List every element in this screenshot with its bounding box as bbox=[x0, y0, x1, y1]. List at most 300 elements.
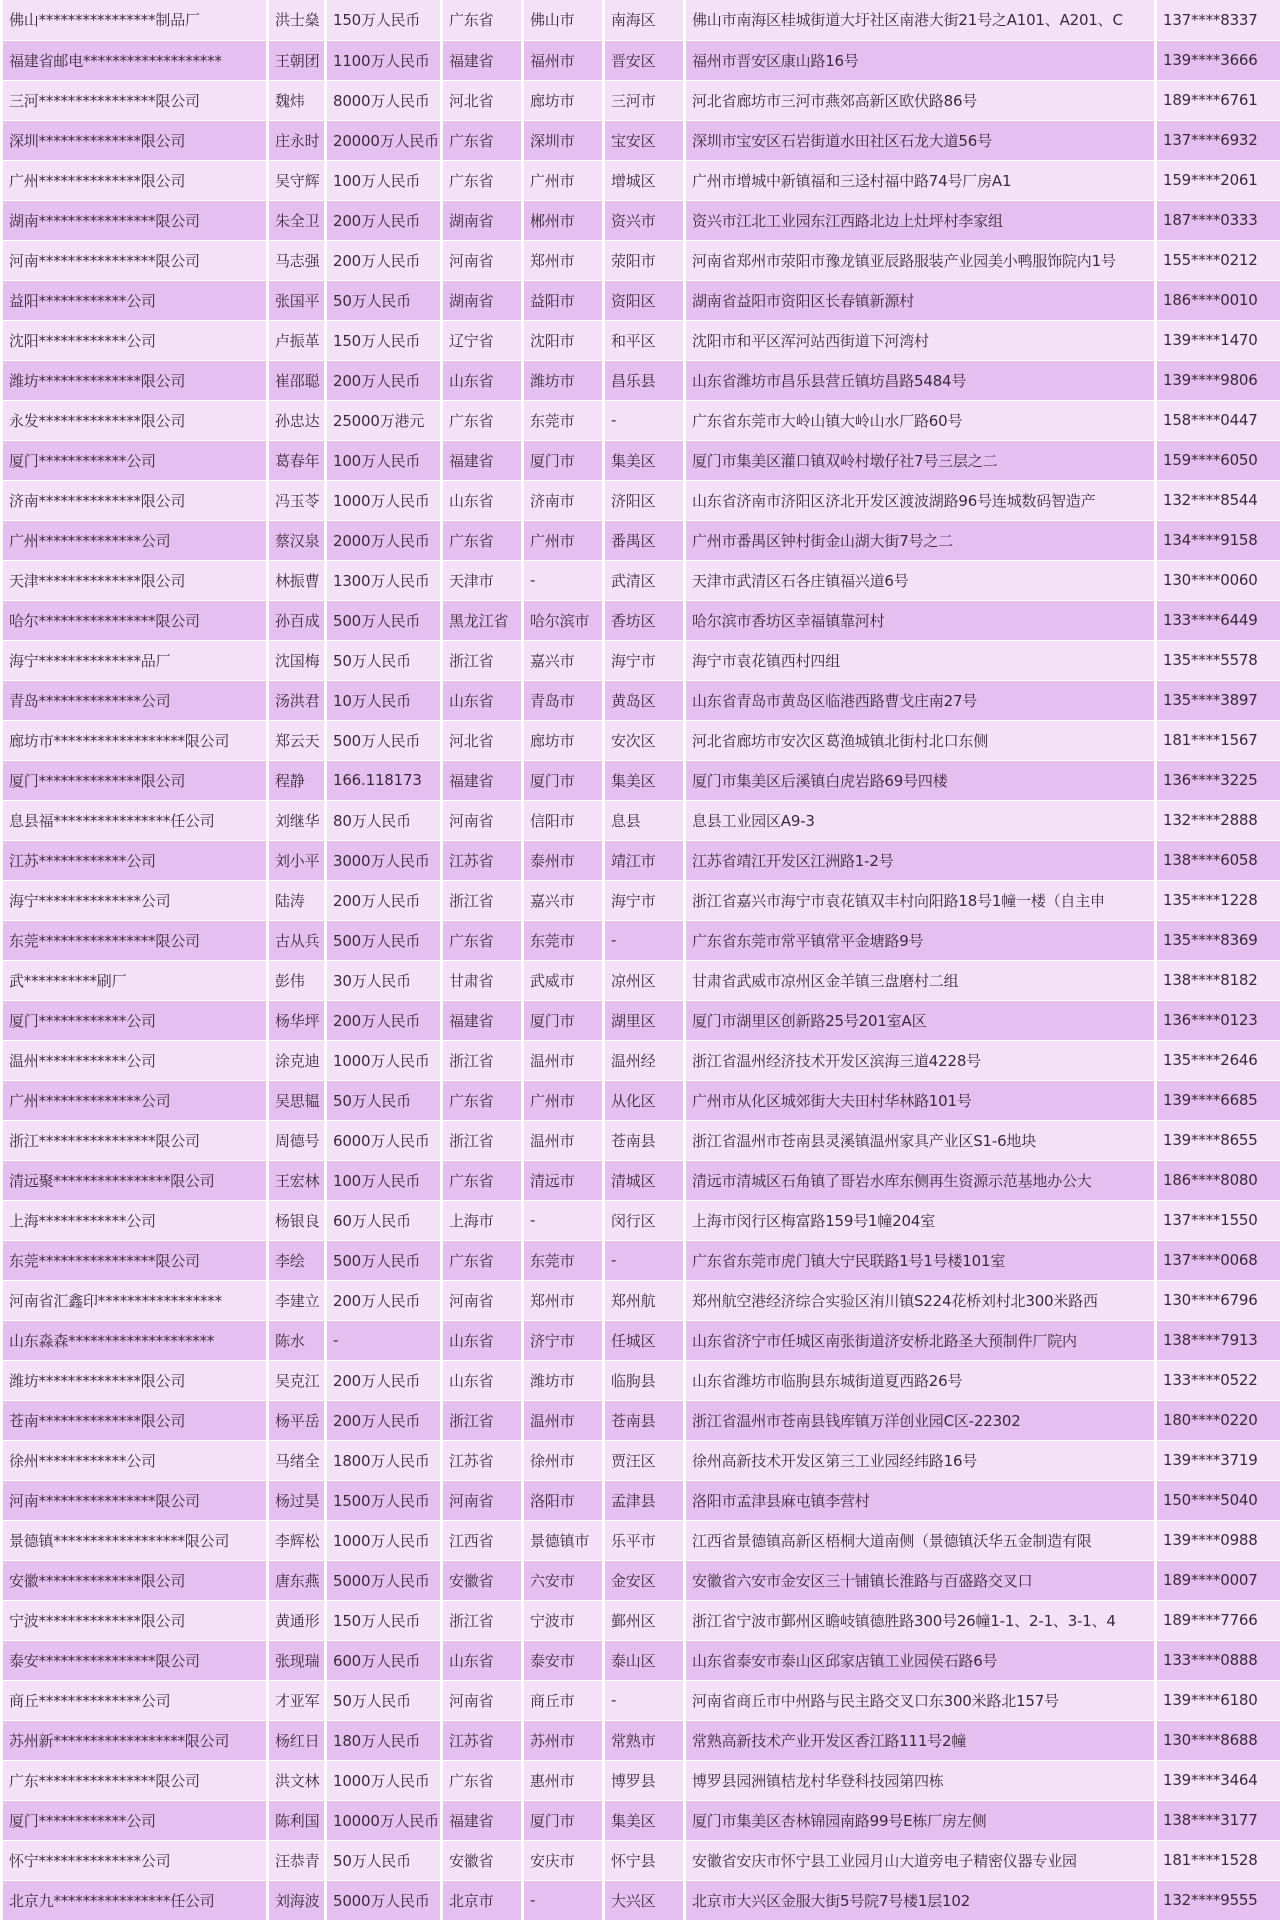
district-cell: 集美区 bbox=[604, 760, 685, 800]
legal-rep-cell: 才亚军 bbox=[268, 1680, 326, 1720]
company-name-cell: 北京九****************任公司 bbox=[2, 1880, 268, 1920]
city-cell: - bbox=[523, 560, 604, 600]
company-name-cell: 怀宁**************公司 bbox=[2, 1840, 268, 1880]
phone-cell: 189****0007 bbox=[1156, 1560, 1280, 1600]
table-row bbox=[2, 1120, 1280, 1160]
legal-rep-cell: 崔邵聪 bbox=[268, 360, 326, 400]
registered-capital-cell: 10000万人民币 bbox=[326, 1800, 442, 1840]
city-cell: 惠州市 bbox=[523, 1760, 604, 1800]
company-name-cell: 海宁**************公司 bbox=[2, 880, 268, 920]
phone-cell: 135****2646 bbox=[1156, 1040, 1280, 1080]
province-cell: 河南省 bbox=[442, 1280, 523, 1320]
district-cell: 湖里区 bbox=[604, 1000, 685, 1040]
city-cell: 安庆市 bbox=[523, 1840, 604, 1880]
table-row bbox=[2, 1680, 1280, 1720]
province-cell: 甘肃省 bbox=[442, 960, 523, 1000]
phone-cell: 139****6685 bbox=[1156, 1080, 1280, 1120]
district-cell: 从化区 bbox=[604, 1080, 685, 1120]
company-name-cell: 商丘**************公司 bbox=[2, 1680, 268, 1720]
table-row bbox=[2, 680, 1280, 720]
province-cell: 福建省 bbox=[442, 760, 523, 800]
district-cell: 息县 bbox=[604, 800, 685, 840]
phone-cell: 134****9158 bbox=[1156, 520, 1280, 560]
phone-cell: 133****6449 bbox=[1156, 600, 1280, 640]
province-cell: 江苏省 bbox=[442, 840, 523, 880]
legal-rep-cell: 刘继华 bbox=[268, 800, 326, 840]
city-cell: 泰安市 bbox=[523, 1640, 604, 1680]
table-row bbox=[2, 1000, 1280, 1040]
legal-rep-cell: 葛春年 bbox=[268, 440, 326, 480]
company-name-cell: 三河****************限公司 bbox=[2, 80, 268, 120]
province-cell: 河北省 bbox=[442, 720, 523, 760]
city-cell: 潍坊市 bbox=[523, 360, 604, 400]
company-name-cell: 厦门**************限公司 bbox=[2, 760, 268, 800]
legal-rep-cell: 吴克江 bbox=[268, 1360, 326, 1400]
address-cell: 广东省东莞市常平镇常平金塘路9号 bbox=[685, 920, 1156, 960]
registered-capital-cell: 50万人民币 bbox=[326, 280, 442, 320]
phone-cell: 135****5578 bbox=[1156, 640, 1280, 680]
city-cell: 厦门市 bbox=[523, 1800, 604, 1840]
district-cell: 荥阳市 bbox=[604, 240, 685, 280]
province-cell: 浙江省 bbox=[442, 1400, 523, 1440]
district-cell: 临朐县 bbox=[604, 1360, 685, 1400]
district-cell: 清城区 bbox=[604, 1160, 685, 1200]
legal-rep-cell: 王宏林 bbox=[268, 1160, 326, 1200]
address-cell: 息县工业园区A9-3 bbox=[685, 800, 1156, 840]
province-cell: 山东省 bbox=[442, 1640, 523, 1680]
city-cell: 六安市 bbox=[523, 1560, 604, 1600]
address-cell: 浙江省宁波市鄞州区瞻岐镇德胜路300号26幢1-1、2-1、3-1、4 bbox=[685, 1600, 1156, 1640]
city-cell: 潍坊市 bbox=[523, 1360, 604, 1400]
table-row bbox=[2, 400, 1280, 440]
city-cell: 宁波市 bbox=[523, 1600, 604, 1640]
table-row bbox=[2, 120, 1280, 160]
legal-rep-cell: 陈水 bbox=[268, 1320, 326, 1360]
district-cell: 博罗县 bbox=[604, 1760, 685, 1800]
district-cell: 海宁市 bbox=[604, 640, 685, 680]
company-name-cell: 天津**************限公司 bbox=[2, 560, 268, 600]
phone-cell: 138****6058 bbox=[1156, 840, 1280, 880]
legal-rep-cell: 周德号 bbox=[268, 1120, 326, 1160]
table-row bbox=[2, 800, 1280, 840]
registered-capital-cell: 50万人民币 bbox=[326, 1840, 442, 1880]
province-cell: 浙江省 bbox=[442, 1040, 523, 1080]
address-cell: 浙江省温州市苍南县灵溪镇温州家具产业区S1-6地块 bbox=[685, 1120, 1156, 1160]
legal-rep-cell: 汤洪君 bbox=[268, 680, 326, 720]
province-cell: 山东省 bbox=[442, 680, 523, 720]
registered-capital-cell: - bbox=[326, 1320, 442, 1360]
district-cell: 鄞州区 bbox=[604, 1600, 685, 1640]
company-name-cell: 息县福****************任公司 bbox=[2, 800, 268, 840]
district-cell: 郑州航 bbox=[604, 1280, 685, 1320]
province-cell: 浙江省 bbox=[442, 880, 523, 920]
company-name-cell: 上海************公司 bbox=[2, 1200, 268, 1240]
district-cell: 凉州区 bbox=[604, 960, 685, 1000]
table-row bbox=[2, 1440, 1280, 1480]
legal-rep-cell: 马志强 bbox=[268, 240, 326, 280]
district-cell: 资兴市 bbox=[604, 200, 685, 240]
legal-rep-cell: 程静 bbox=[268, 760, 326, 800]
legal-rep-cell: 李建立 bbox=[268, 1280, 326, 1320]
province-cell: 山东省 bbox=[442, 1360, 523, 1400]
registered-capital-cell: 200万人民币 bbox=[326, 360, 442, 400]
address-cell: 河南省商丘市中州路与民主路交叉口东300米路北157号 bbox=[685, 1680, 1156, 1720]
city-cell: 沈阳市 bbox=[523, 320, 604, 360]
phone-cell: 180****0220 bbox=[1156, 1400, 1280, 1440]
province-cell: 湖南省 bbox=[442, 200, 523, 240]
company-name-cell: 泰安****************限公司 bbox=[2, 1640, 268, 1680]
district-cell: 常熟市 bbox=[604, 1720, 685, 1760]
registered-capital-cell: 1000万人民币 bbox=[326, 1520, 442, 1560]
company-name-cell: 东莞****************限公司 bbox=[2, 920, 268, 960]
address-cell: 广州市从化区城郊街大夫田村华林路101号 bbox=[685, 1080, 1156, 1120]
city-cell: 厦门市 bbox=[523, 1000, 604, 1040]
company-name-cell: 浙江****************限公司 bbox=[2, 1120, 268, 1160]
registered-capital-cell: 1300万人民币 bbox=[326, 560, 442, 600]
city-cell: 益阳市 bbox=[523, 280, 604, 320]
table-row bbox=[2, 720, 1280, 760]
company-name-cell: 景德镇******************限公司 bbox=[2, 1520, 268, 1560]
phone-cell: 132****9555 bbox=[1156, 1880, 1280, 1920]
registered-capital-cell: 10万人民币 bbox=[326, 680, 442, 720]
registered-capital-cell: 100万人民币 bbox=[326, 1160, 442, 1200]
legal-rep-cell: 李辉松 bbox=[268, 1520, 326, 1560]
registered-capital-cell: 1500万人民币 bbox=[326, 1480, 442, 1520]
company-name-cell: 安徽**************限公司 bbox=[2, 1560, 268, 1600]
address-cell: 厦门市集美区灌口镇双岭村墩仔社7号三层之二 bbox=[685, 440, 1156, 480]
city-cell: 洛阳市 bbox=[523, 1480, 604, 1520]
phone-cell: 189****7766 bbox=[1156, 1600, 1280, 1640]
company-name-cell: 清远聚****************限公司 bbox=[2, 1160, 268, 1200]
phone-cell: 139****3719 bbox=[1156, 1440, 1280, 1480]
legal-rep-cell: 杨华坪 bbox=[268, 1000, 326, 1040]
province-cell: 福建省 bbox=[442, 440, 523, 480]
address-cell: 山东省潍坊市昌乐县营丘镇坊昌路5484号 bbox=[685, 360, 1156, 400]
registered-capital-cell: 5000万人民币 bbox=[326, 1560, 442, 1600]
registered-capital-cell: 150万人民币 bbox=[326, 1600, 442, 1640]
city-cell: 温州市 bbox=[523, 1400, 604, 1440]
company-name-cell: 厦门************公司 bbox=[2, 1800, 268, 1840]
address-cell: 河北省廊坊市安次区葛渔城镇北街村北口东侧 bbox=[685, 720, 1156, 760]
registered-capital-cell: 1000万人民币 bbox=[326, 480, 442, 520]
table-row bbox=[2, 1800, 1280, 1840]
district-cell: 集美区 bbox=[604, 1800, 685, 1840]
province-cell: 浙江省 bbox=[442, 1120, 523, 1160]
province-cell: 广东省 bbox=[442, 1160, 523, 1200]
phone-cell: 139****3464 bbox=[1156, 1760, 1280, 1800]
province-cell: 河北省 bbox=[442, 80, 523, 120]
city-cell: 青岛市 bbox=[523, 680, 604, 720]
phone-cell: 132****2888 bbox=[1156, 800, 1280, 840]
phone-cell: 130****0060 bbox=[1156, 560, 1280, 600]
legal-rep-cell: 郑云天 bbox=[268, 720, 326, 760]
table-row bbox=[2, 960, 1280, 1000]
company-name-cell: 山东淼森******************** bbox=[2, 1320, 268, 1360]
legal-rep-cell: 洪士燊 bbox=[268, 0, 326, 40]
district-cell: 黄岛区 bbox=[604, 680, 685, 720]
city-cell: 深圳市 bbox=[523, 120, 604, 160]
address-cell: 山东省济南市济阳区济北开发区渡波湖路96号连城数码智造产 bbox=[685, 480, 1156, 520]
district-cell: 贾汪区 bbox=[604, 1440, 685, 1480]
province-cell: 安徽省 bbox=[442, 1840, 523, 1880]
province-cell: 广东省 bbox=[442, 120, 523, 160]
table-row bbox=[2, 320, 1280, 360]
table-row bbox=[2, 1320, 1280, 1360]
phone-cell: 133****0888 bbox=[1156, 1640, 1280, 1680]
registered-capital-cell: 50万人民币 bbox=[326, 1680, 442, 1720]
address-cell: 广州市增城中新镇福和三迳村福中路74号厂房A1 bbox=[685, 160, 1156, 200]
registered-capital-cell: 100万人民币 bbox=[326, 440, 442, 480]
district-cell: 昌乐县 bbox=[604, 360, 685, 400]
address-cell: 上海市闵行区梅富路159号1幢204室 bbox=[685, 1200, 1156, 1240]
city-cell: 东莞市 bbox=[523, 920, 604, 960]
phone-cell: 189****6761 bbox=[1156, 80, 1280, 120]
company-name-cell: 河南****************限公司 bbox=[2, 1480, 268, 1520]
company-name-cell: 哈尔****************限公司 bbox=[2, 600, 268, 640]
district-cell: 海宁市 bbox=[604, 880, 685, 920]
province-cell: 江西省 bbox=[442, 1520, 523, 1560]
legal-rep-cell: 杨过昊 bbox=[268, 1480, 326, 1520]
city-cell: 哈尔滨市 bbox=[523, 600, 604, 640]
registered-capital-cell: 600万人民币 bbox=[326, 1640, 442, 1680]
district-cell: 金安区 bbox=[604, 1560, 685, 1600]
district-cell: 安次区 bbox=[604, 720, 685, 760]
address-cell: 安徽省安庆市怀宁县工业园月山大道旁电子精密仪器专业园 bbox=[685, 1840, 1156, 1880]
province-cell: 山东省 bbox=[442, 1320, 523, 1360]
phone-cell: 137****0068 bbox=[1156, 1240, 1280, 1280]
legal-rep-cell: 吴思韫 bbox=[268, 1080, 326, 1120]
district-cell: 宝安区 bbox=[604, 120, 685, 160]
address-cell: 广东省东莞市大岭山镇大岭山水厂路60号 bbox=[685, 400, 1156, 440]
legal-rep-cell: 陈利国 bbox=[268, 1800, 326, 1840]
company-name-cell: 武**********刷厂 bbox=[2, 960, 268, 1000]
legal-rep-cell: 杨平岳 bbox=[268, 1400, 326, 1440]
province-cell: 辽宁省 bbox=[442, 320, 523, 360]
province-cell: 广东省 bbox=[442, 920, 523, 960]
legal-rep-cell: 杨红日 bbox=[268, 1720, 326, 1760]
phone-cell: 135****3897 bbox=[1156, 680, 1280, 720]
city-cell: 廊坊市 bbox=[523, 720, 604, 760]
company-name-cell: 河南省汇鑫印***************** bbox=[2, 1280, 268, 1320]
district-cell: 和平区 bbox=[604, 320, 685, 360]
province-cell: 安徽省 bbox=[442, 1560, 523, 1600]
province-cell: 浙江省 bbox=[442, 640, 523, 680]
phone-cell: 130****6796 bbox=[1156, 1280, 1280, 1320]
address-cell: 深圳市宝安区石岩街道水田社区石龙大道56号 bbox=[685, 120, 1156, 160]
legal-rep-cell: 古从兵 bbox=[268, 920, 326, 960]
table-row bbox=[2, 1840, 1280, 1880]
legal-rep-cell: 洪文林 bbox=[268, 1760, 326, 1800]
district-cell: 任城区 bbox=[604, 1320, 685, 1360]
registered-capital-cell: 5000万人民币 bbox=[326, 1880, 442, 1920]
district-cell: 南海区 bbox=[604, 0, 685, 40]
table-row bbox=[2, 840, 1280, 880]
legal-rep-cell: 林振曹 bbox=[268, 560, 326, 600]
phone-cell: 137****8337 bbox=[1156, 0, 1280, 40]
province-cell: 福建省 bbox=[442, 40, 523, 80]
province-cell: 福建省 bbox=[442, 1000, 523, 1040]
address-cell: 江西省景德镇高新区梧桐大道南侧（景德镇沃华五金制造有限 bbox=[685, 1520, 1156, 1560]
address-cell: 清远市清城区石角镇了哥岩水库东侧再生资源示范基地办公大 bbox=[685, 1160, 1156, 1200]
phone-cell: 135****8369 bbox=[1156, 920, 1280, 960]
city-cell: 济宁市 bbox=[523, 1320, 604, 1360]
district-cell: 集美区 bbox=[604, 440, 685, 480]
legal-rep-cell: 刘小平 bbox=[268, 840, 326, 880]
registered-capital-cell: 80万人民币 bbox=[326, 800, 442, 840]
legal-rep-cell: 马绪全 bbox=[268, 1440, 326, 1480]
district-cell: - bbox=[604, 1680, 685, 1720]
province-cell: 广东省 bbox=[442, 1240, 523, 1280]
province-cell: 浙江省 bbox=[442, 1600, 523, 1640]
company-name-cell: 广州**************限公司 bbox=[2, 160, 268, 200]
registered-capital-cell: 200万人民币 bbox=[326, 1400, 442, 1440]
address-cell: 郑州航空港经济综合实验区洧川镇S224花桥刘村北300米路西 bbox=[685, 1280, 1156, 1320]
district-cell: 温州经 bbox=[604, 1040, 685, 1080]
city-cell: 厦门市 bbox=[523, 440, 604, 480]
phone-cell: 136****3225 bbox=[1156, 760, 1280, 800]
registered-capital-cell: 200万人民币 bbox=[326, 1360, 442, 1400]
address-cell: 山东省泰安市泰山区邱家店镇工业园侯石路6号 bbox=[685, 1640, 1156, 1680]
district-cell: 苍南县 bbox=[604, 1120, 685, 1160]
city-cell: 廊坊市 bbox=[523, 80, 604, 120]
table-row bbox=[2, 1600, 1280, 1640]
district-cell: 靖江市 bbox=[604, 840, 685, 880]
registered-capital-cell: 500万人民币 bbox=[326, 720, 442, 760]
phone-cell: 138****3177 bbox=[1156, 1800, 1280, 1840]
table-row bbox=[2, 640, 1280, 680]
registered-capital-cell: 200万人民币 bbox=[326, 240, 442, 280]
phone-cell: 150****5040 bbox=[1156, 1480, 1280, 1520]
district-cell: - bbox=[604, 920, 685, 960]
city-cell: 东莞市 bbox=[523, 1240, 604, 1280]
province-cell: 广东省 bbox=[442, 1080, 523, 1120]
phone-cell: 139****0988 bbox=[1156, 1520, 1280, 1560]
address-cell: 资兴市江北工业园东江西路北边上灶坪村李家组 bbox=[685, 200, 1156, 240]
address-cell: 厦门市集美区后溪镇白虎岩路69号四楼 bbox=[685, 760, 1156, 800]
table-row bbox=[2, 560, 1280, 600]
province-cell: 天津市 bbox=[442, 560, 523, 600]
province-cell: 福建省 bbox=[442, 1800, 523, 1840]
company-name-cell: 河南****************限公司 bbox=[2, 240, 268, 280]
legal-rep-cell: 庄永时 bbox=[268, 120, 326, 160]
table-row bbox=[2, 1520, 1280, 1560]
city-cell: 郑州市 bbox=[523, 1280, 604, 1320]
province-cell: 广东省 bbox=[442, 400, 523, 440]
province-cell: 北京市 bbox=[442, 1880, 523, 1920]
registered-capital-cell: 8000万人民币 bbox=[326, 80, 442, 120]
legal-rep-cell: 魏炜 bbox=[268, 80, 326, 120]
phone-cell: 139****1470 bbox=[1156, 320, 1280, 360]
registered-capital-cell: 200万人民币 bbox=[326, 1000, 442, 1040]
address-cell: 天津市武清区石各庄镇福兴道6号 bbox=[685, 560, 1156, 600]
phone-cell: 139****9806 bbox=[1156, 360, 1280, 400]
province-cell: 河南省 bbox=[442, 800, 523, 840]
table-row bbox=[2, 1360, 1280, 1400]
province-cell: 河南省 bbox=[442, 240, 523, 280]
address-cell: 海宁市袁花镇西村四组 bbox=[685, 640, 1156, 680]
district-cell: 闵行区 bbox=[604, 1200, 685, 1240]
legal-rep-cell: 彭伟 bbox=[268, 960, 326, 1000]
company-name-cell: 广东****************限公司 bbox=[2, 1760, 268, 1800]
table-row bbox=[2, 600, 1280, 640]
district-cell: 香坊区 bbox=[604, 600, 685, 640]
city-cell: 厦门市 bbox=[523, 760, 604, 800]
address-cell: 广州市番禺区钟村街金山湖大街7号之二 bbox=[685, 520, 1156, 560]
table-row bbox=[2, 1880, 1280, 1920]
phone-cell: 181****1528 bbox=[1156, 1840, 1280, 1880]
district-cell: 增城区 bbox=[604, 160, 685, 200]
registered-capital-cell: 50万人民币 bbox=[326, 640, 442, 680]
company-name-cell: 潍坊**************限公司 bbox=[2, 1360, 268, 1400]
city-cell: 嘉兴市 bbox=[523, 640, 604, 680]
city-cell: 佛山市 bbox=[523, 0, 604, 40]
company-name-cell: 温州************公司 bbox=[2, 1040, 268, 1080]
registered-capital-cell: 150万人民币 bbox=[326, 320, 442, 360]
registered-capital-cell: 3000万人民币 bbox=[326, 840, 442, 880]
legal-rep-cell: 冯玉苓 bbox=[268, 480, 326, 520]
company-name-cell: 福建省邮电******************* bbox=[2, 40, 268, 80]
legal-rep-cell: 刘海波 bbox=[268, 1880, 326, 1920]
city-cell: 郑州市 bbox=[523, 240, 604, 280]
legal-rep-cell: 汪恭青 bbox=[268, 1840, 326, 1880]
address-cell: 沈阳市和平区浑河站西街道下河湾村 bbox=[685, 320, 1156, 360]
table-row bbox=[2, 360, 1280, 400]
address-cell: 山东省青岛市黄岛区临港西路曹戈庄南27号 bbox=[685, 680, 1156, 720]
registered-capital-cell: 20000万人民币 bbox=[326, 120, 442, 160]
city-cell: 福州市 bbox=[523, 40, 604, 80]
table-row bbox=[2, 480, 1280, 520]
city-cell: 清远市 bbox=[523, 1160, 604, 1200]
company-name-cell: 厦门************公司 bbox=[2, 1000, 268, 1040]
province-cell: 广东省 bbox=[442, 1760, 523, 1800]
phone-cell: 132****8544 bbox=[1156, 480, 1280, 520]
registered-capital-cell: 25000万港元 bbox=[326, 400, 442, 440]
address-cell: 江苏省靖江开发区江洲路1-2号 bbox=[685, 840, 1156, 880]
city-cell: 景德镇市 bbox=[523, 1520, 604, 1560]
company-name-cell: 广州**************公司 bbox=[2, 520, 268, 560]
district-cell: 三河市 bbox=[604, 80, 685, 120]
registered-capital-cell: 1000万人民币 bbox=[326, 1040, 442, 1080]
district-cell: 怀宁县 bbox=[604, 1840, 685, 1880]
city-cell: 郴州市 bbox=[523, 200, 604, 240]
province-cell: 山东省 bbox=[442, 480, 523, 520]
province-cell: 黑龙江省 bbox=[442, 600, 523, 640]
province-cell: 广东省 bbox=[442, 160, 523, 200]
table-body bbox=[2, 0, 1280, 1920]
registered-capital-cell: 500万人民币 bbox=[326, 920, 442, 960]
district-cell: - bbox=[604, 400, 685, 440]
address-cell: 厦门市湖里区创新路25号201室A区 bbox=[685, 1000, 1156, 1040]
registered-capital-cell: 1000万人民币 bbox=[326, 1760, 442, 1800]
legal-rep-cell: 蔡汉泉 bbox=[268, 520, 326, 560]
legal-rep-cell: 陆涛 bbox=[268, 880, 326, 920]
city-cell: 广州市 bbox=[523, 1080, 604, 1120]
table-row bbox=[2, 440, 1280, 480]
company-name-cell: 沈阳************公司 bbox=[2, 320, 268, 360]
city-cell: 武威市 bbox=[523, 960, 604, 1000]
address-cell: 广东省东莞市虎门镇大宁民联路1号1号楼101室 bbox=[685, 1240, 1156, 1280]
district-cell: 大兴区 bbox=[604, 1880, 685, 1920]
registered-capital-cell: 60万人民币 bbox=[326, 1200, 442, 1240]
address-cell: 哈尔滨市香坊区幸福镇靠河村 bbox=[685, 600, 1156, 640]
phone-cell: 130****8688 bbox=[1156, 1720, 1280, 1760]
table-row bbox=[2, 0, 1280, 40]
company-name-cell: 济南**************限公司 bbox=[2, 480, 268, 520]
registered-capital-cell: 6000万人民币 bbox=[326, 1120, 442, 1160]
company-name-cell: 宁波**************限公司 bbox=[2, 1600, 268, 1640]
table-row bbox=[2, 1200, 1280, 1240]
phone-cell: 159****6050 bbox=[1156, 440, 1280, 480]
